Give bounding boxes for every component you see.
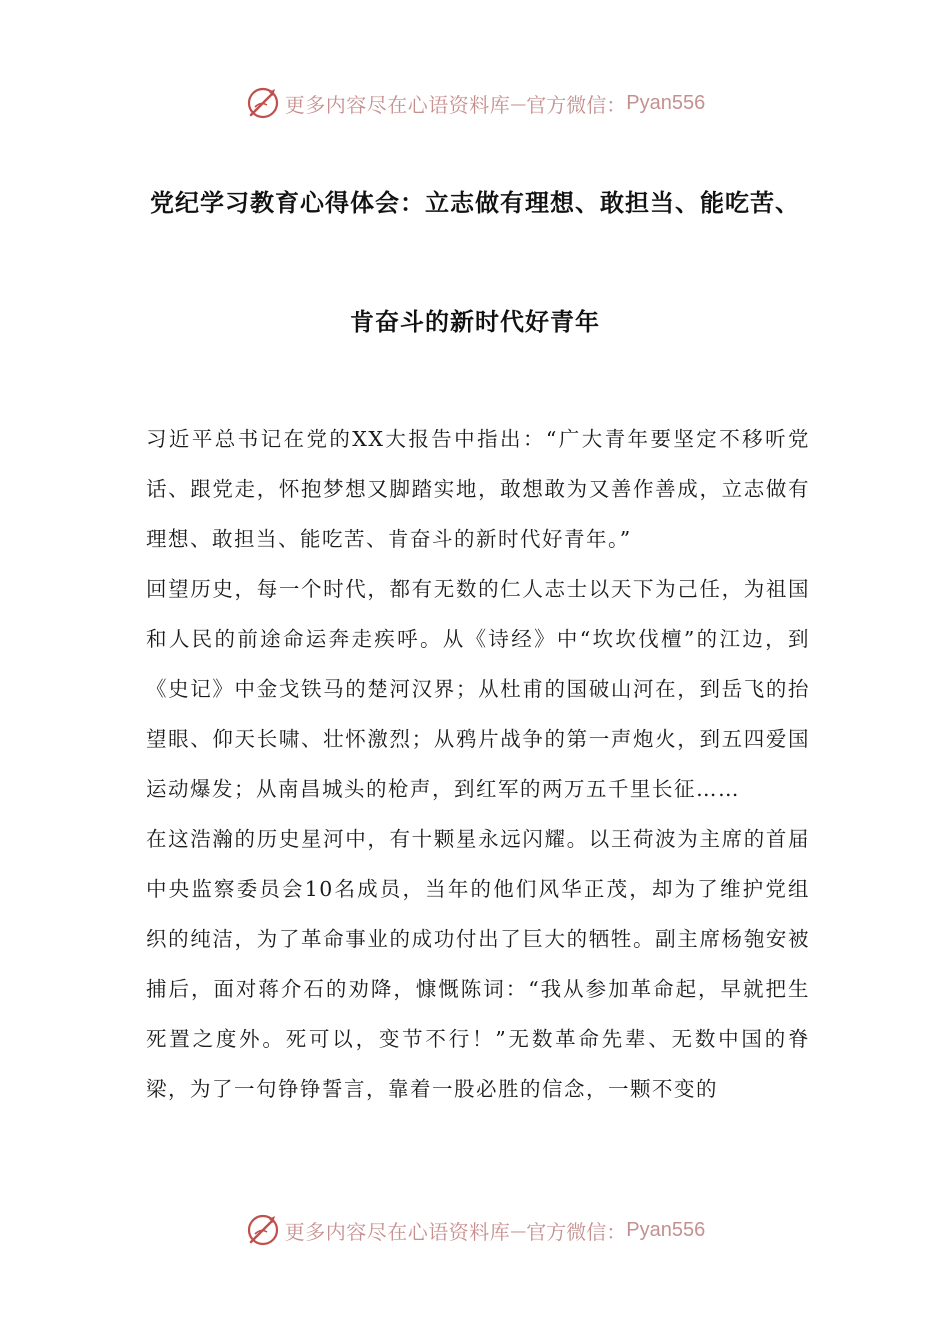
footer-watermark <box>0 1210 950 1250</box>
watermark-text: 更多内容尽在心语资料库 <box>284 92 511 117</box>
watermark-dash: — <box>510 93 527 113</box>
document-body <box>146 414 810 1114</box>
watermark-wechat-label: 官方微信： <box>526 92 627 117</box>
document-title-line-1: 党纪学习教育心得体会：立志做有理想、敢担当、能吃苦、 <box>150 188 800 217</box>
pen-logo-icon <box>245 85 281 121</box>
watermark-wechat-label: 官方微信： <box>526 1219 627 1244</box>
paragraph: 回望历史，每一个时代，都有无数的仁人志士以天下为己任，为祖国和人民的前途命运奔走疾呼。从《诗经》中“坎坎伐檀”的江边，到《史记》中金戈铁马的楚河汉界；从杜甫的国破山河在，到岳飞的抬望眼、仰天长啸、壮怀激烈；从鸦片战争的第一声炮火，到五四爱国运动爆发；从南昌城头的枪声，到红军的两万五千里长征…… <box>146 577 810 801</box>
document-title-line-2: 肯奋斗的新时代好青年 <box>350 307 600 336</box>
paragraph: 在这浩瀚的历史星河中，有十颗星永远闪耀。以王荷波为主席的首届中央监察委员会10名成员，当年的他们风华正茂，却为了维护党组织的纯洁，为了革命事业的成功付出了巨大的牺牲。副主席杨匏安被捕后，面对蒋介石的劝降，慷慨陈词：“我从参加革命起，早就把生死置之度外。死可以，变节不行！”无数革命先辈、无数中国的脊梁，为了一句铮铮誓言，靠着一股必胜的信念，一颗不变的 <box>146 827 810 1101</box>
watermark-wechat-id: Pyan556 <box>626 1218 706 1241</box>
watermark-text: 更多内容尽在心语资料库 <box>284 1219 511 1244</box>
header-watermark <box>0 83 950 123</box>
watermark-dash: — <box>510 1220 527 1240</box>
pen-logo-icon <box>245 1212 281 1248</box>
watermark-wechat-id: Pyan556 <box>626 91 706 114</box>
paragraph: 习近平总书记在党的XX大报告中指出：“广大青年要坚定不移听党话、跟党走，怀抱梦想又脚踏实地，敢想敢为又善作善成，立志做有理想、敢担当、能吃苦、肯奋斗的新时代好青年。” <box>146 427 810 551</box>
